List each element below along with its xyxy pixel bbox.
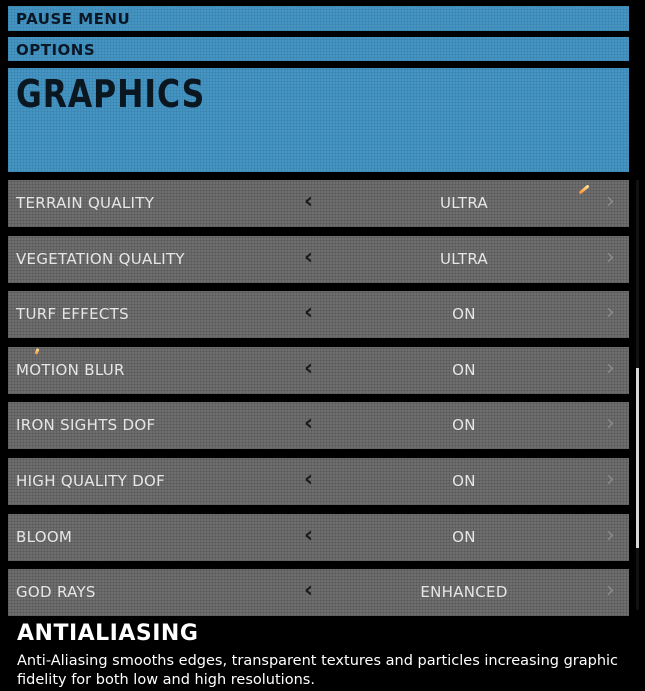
setting-row-god-rays[interactable] <box>8 569 629 616</box>
scrollbar-thumb[interactable] <box>636 368 639 548</box>
chevron-left-icon[interactable]: ‹ <box>304 522 314 548</box>
setting-row-bloom[interactable] <box>8 514 629 561</box>
breadcrumb-options[interactable] <box>8 37 629 61</box>
setting-row-terrain-quality[interactable] <box>8 180 629 227</box>
setting-row-turf-effects[interactable] <box>8 291 629 338</box>
setting-label: TURF EFFECTS <box>16 305 129 324</box>
setting-row-iron-sights-dof[interactable] <box>8 402 629 449</box>
setting-label: MOTION BLUR <box>16 360 125 379</box>
chevron-left-icon[interactable]: ‹ <box>304 578 314 604</box>
setting-value: ULTRA <box>439 194 488 212</box>
setting-label: IRON SIGHTS DOF <box>16 416 156 435</box>
setting-row-high-quality-dof[interactable] <box>8 458 629 505</box>
setting-label: BLOOM <box>16 527 73 546</box>
setting-label: GOD RAYS <box>16 583 96 602</box>
chevron-left-icon[interactable]: ‹ <box>304 189 314 214</box>
page-title: GRAPHICS <box>16 72 206 116</box>
description-title: ANTIALIASING <box>17 621 199 646</box>
chevron-right-icon[interactable]: › <box>606 355 615 381</box>
setting-row-motion-blur[interactable] <box>8 347 629 394</box>
settings-list <box>8 180 629 625</box>
breadcrumb-pause-menu[interactable] <box>8 6 629 31</box>
setting-value: ON <box>452 527 476 546</box>
chevron-right-icon[interactable]: › <box>606 189 615 214</box>
chevron-left-icon[interactable]: ‹ <box>304 300 314 326</box>
setting-row-vegetation-quality[interactable] <box>8 236 629 283</box>
setting-value: ON <box>452 416 476 435</box>
setting-value: ON <box>452 471 476 490</box>
breadcrumb-label: OPTIONS <box>16 41 96 59</box>
chevron-left-icon[interactable]: ‹ <box>304 355 314 381</box>
setting-label: HIGH QUALITY DOF <box>16 471 166 490</box>
chevron-left-icon[interactable]: ‹ <box>304 411 314 437</box>
setting-value: ON <box>452 360 476 379</box>
chevron-right-icon[interactable]: › <box>606 244 615 270</box>
chevron-right-icon[interactable]: › <box>606 411 615 437</box>
chevron-left-icon[interactable]: ‹ <box>304 466 314 492</box>
chevron-right-icon[interactable]: › <box>606 466 615 492</box>
chevron-left-icon[interactable]: ‹ <box>304 244 314 270</box>
setting-label: VEGETATION QUALITY <box>16 249 185 268</box>
description-text: Anti-Aliasing smooths edges, transparent textures and particles increasing graphic fidelity for both low and high resolutions. <box>17 653 619 688</box>
setting-value: ENHANCED <box>420 583 508 602</box>
chevron-right-icon[interactable]: › <box>606 522 615 548</box>
breadcrumb-label: PAUSE MENU <box>16 10 131 28</box>
chevron-right-icon[interactable]: › <box>606 300 615 326</box>
chevron-right-icon[interactable]: › <box>606 578 615 604</box>
setting-value: ULTRA <box>439 249 488 268</box>
page-header <box>8 68 629 172</box>
setting-label: TERRAIN QUALITY <box>16 194 155 212</box>
setting-value: ON <box>452 305 476 324</box>
